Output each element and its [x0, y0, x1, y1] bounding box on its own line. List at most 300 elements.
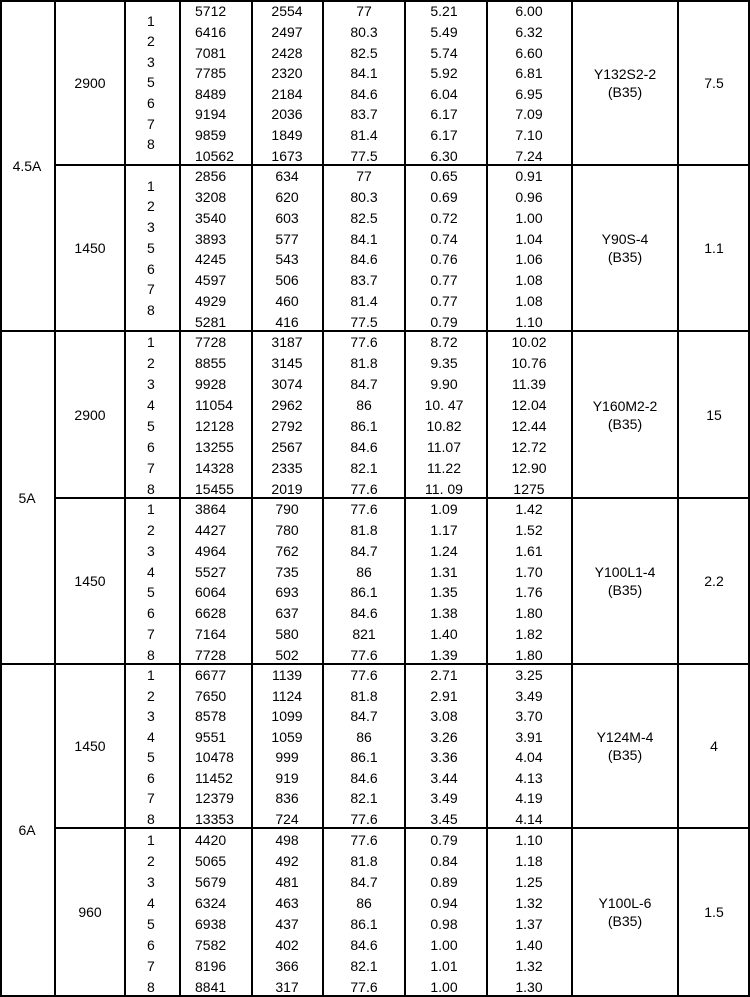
cell-value: 77.6 — [350, 480, 378, 497]
cell-value: 437 — [275, 915, 299, 932]
cell-value: 10.02 — [511, 334, 547, 351]
point-index: 5 — [147, 584, 155, 601]
cell-value: 3.08 — [430, 708, 458, 725]
cell-value: 919 — [275, 769, 299, 786]
cell-value: 1.35 — [430, 584, 458, 601]
cell-value: 13255 — [195, 438, 234, 455]
cell-value: 12.72 — [511, 438, 547, 455]
pump-model-label: 5A — [18, 489, 36, 506]
cell-value: 8578 — [195, 708, 227, 725]
motor-mount: (B35) — [607, 582, 643, 598]
cell-value: 9194 — [195, 106, 227, 123]
cell-value: 0.79 — [430, 313, 458, 330]
cell-value: 8.72 — [430, 334, 458, 351]
motor-mount: (B35) — [607, 249, 643, 265]
cell-value: 460 — [275, 292, 299, 309]
point-index: 2 — [147, 522, 155, 539]
speed-divider — [55, 497, 750, 499]
cell-value: 4597 — [195, 272, 227, 289]
cell-value: 481 — [275, 873, 299, 890]
cell-value: 77.6 — [350, 501, 378, 518]
cell-value: 1.38 — [430, 605, 458, 622]
point-index: 2 — [147, 198, 155, 215]
cell-value: 1.37 — [515, 915, 543, 932]
cell-value: 82.1 — [350, 790, 378, 807]
cell-value: 0.72 — [430, 209, 458, 226]
cell-value: 82.1 — [350, 957, 378, 974]
cell-value: 84.7 — [350, 708, 378, 725]
cell-value: 492 — [275, 852, 299, 869]
cell-value: 7728 — [195, 334, 227, 351]
cell-value: 620 — [275, 189, 299, 206]
cell-value: 1.82 — [515, 625, 543, 642]
point-index: 5 — [147, 915, 155, 932]
cell-value: 86.1 — [350, 749, 378, 766]
cell-value: 317 — [275, 978, 299, 995]
cell-value: 1059 — [271, 728, 303, 745]
cell-value: 0.77 — [430, 292, 458, 309]
cell-value: 7785 — [195, 65, 227, 82]
cell-value: 1.76 — [515, 584, 543, 601]
cell-value: 6.81 — [515, 65, 543, 82]
cell-value: 2428 — [271, 44, 303, 61]
cell-value: 4964 — [195, 542, 227, 559]
speed-rpm: 2900 — [74, 406, 106, 423]
point-index: 6 — [147, 260, 155, 277]
cell-value: 3208 — [195, 189, 227, 206]
cell-value: 1.10 — [515, 831, 543, 848]
cell-value: 4420 — [195, 831, 227, 848]
cell-value: 7728 — [195, 646, 227, 663]
cell-value: 2567 — [271, 438, 303, 455]
cell-value: 0.91 — [515, 168, 543, 185]
cell-value: 77.6 — [350, 810, 378, 827]
cell-value: 6.60 — [515, 44, 543, 61]
cell-value: 735 — [275, 563, 299, 580]
motor-power: 7.5 — [704, 74, 724, 91]
cell-value: 502 — [275, 646, 299, 663]
cell-value: 6.30 — [430, 147, 458, 164]
cell-value: 1.52 — [515, 522, 543, 539]
cell-value: 15455 — [195, 480, 234, 497]
cell-value: 82.5 — [350, 209, 378, 226]
cell-value: 10. 47 — [424, 397, 464, 414]
cell-value: 10.82 — [426, 417, 462, 434]
cell-value: 84.6 — [350, 438, 378, 455]
cell-value: 693 — [275, 584, 299, 601]
cell-value: 1849 — [271, 127, 303, 144]
cell-value: 637 — [275, 605, 299, 622]
motor-type: Y132S2-2 — [593, 65, 657, 82]
group-divider — [0, 663, 750, 665]
cell-value: 5679 — [195, 873, 227, 890]
cell-value: 1.09 — [430, 501, 458, 518]
cell-value: 762 — [275, 542, 299, 559]
cell-value: 2019 — [271, 480, 303, 497]
cell-value: 2335 — [271, 459, 303, 476]
motor-type: Y100L1-4 — [594, 564, 656, 580]
cell-value: 77.6 — [350, 831, 378, 848]
cell-value: 4245 — [195, 251, 227, 268]
cell-value: 3.36 — [430, 749, 458, 766]
cell-value: 3187 — [271, 334, 303, 351]
cell-value: 1.80 — [515, 646, 543, 663]
cell-value: 6064 — [195, 584, 227, 601]
cell-value: 0.65 — [430, 168, 458, 185]
cell-value: 1673 — [271, 147, 303, 164]
cell-value: 11054 — [195, 397, 233, 414]
cell-value: 77 — [356, 168, 372, 185]
point-index: 5 — [147, 417, 155, 434]
speed-rpm: 1450 — [74, 240, 106, 256]
cell-value: 0.76 — [430, 251, 458, 268]
motor-power: 1.5 — [704, 904, 724, 920]
cell-value: 5065 — [195, 852, 227, 869]
cell-value: 9.35 — [430, 355, 458, 372]
cell-value: 80.3 — [350, 23, 378, 40]
cell-value: 1.31 — [430, 563, 458, 580]
point-index: 6 — [147, 769, 155, 786]
cell-value: 84.6 — [350, 605, 378, 622]
cell-value: 3893 — [195, 230, 227, 247]
cell-value: 366 — [275, 957, 299, 974]
cell-value: 1.01 — [430, 957, 458, 974]
motor-type: Y160M2-2 — [592, 397, 658, 414]
cell-value: 84.1 — [350, 65, 378, 82]
group-divider — [0, 330, 750, 332]
point-index: 7 — [147, 459, 155, 476]
cell-value: 84.6 — [350, 85, 378, 102]
cell-value: 1124 — [271, 687, 303, 704]
cell-value: 2036 — [271, 106, 303, 123]
cell-value: 603 — [275, 209, 299, 226]
point-index: 1 — [147, 177, 155, 194]
cell-value: 577 — [275, 230, 299, 247]
cell-value: 3540 — [195, 209, 227, 226]
cell-value: 2.71 — [430, 667, 458, 684]
cell-value: 1.06 — [515, 251, 543, 268]
point-index: 7 — [147, 281, 155, 298]
cell-value: 10562 — [195, 147, 234, 164]
cell-value: 3.70 — [515, 708, 543, 725]
cell-value: 2497 — [271, 23, 303, 40]
cell-value: 1.80 — [515, 605, 543, 622]
point-index: 8 — [147, 480, 155, 497]
cell-value: 4.04 — [515, 749, 543, 766]
cell-value: 3.45 — [430, 810, 458, 827]
point-index: 8 — [147, 302, 155, 319]
cell-value: 84.6 — [350, 936, 378, 953]
cell-value: 1.24 — [430, 542, 458, 559]
cell-value: 83.7 — [350, 272, 378, 289]
point-index: 6 — [147, 605, 155, 622]
cell-value: 790 — [275, 501, 299, 518]
cell-value: 1.40 — [515, 936, 543, 953]
cell-value: 506 — [275, 272, 299, 289]
cell-value: 77.6 — [350, 334, 378, 351]
cell-value: 2184 — [271, 85, 303, 102]
point-index: 4 — [147, 563, 155, 580]
cell-value: 3074 — [271, 376, 303, 393]
cell-value: 0.79 — [430, 831, 458, 848]
cell-value: 1.00 — [430, 978, 458, 995]
cell-value: 9859 — [195, 127, 227, 144]
point-index: 2 — [147, 687, 155, 704]
cell-value: 8489 — [195, 85, 227, 102]
cell-value: 634 — [275, 168, 299, 185]
cell-value: 1.32 — [515, 894, 543, 911]
motor-type: Y100L-6 — [598, 895, 652, 911]
point-index: 7 — [147, 115, 155, 132]
cell-value: 6324 — [195, 894, 227, 911]
cell-value: 0.84 — [430, 852, 458, 869]
point-index: 4 — [147, 397, 155, 414]
cell-value: 5281 — [195, 313, 227, 330]
cell-value: 9.90 — [430, 376, 458, 393]
cell-value: 81.8 — [350, 522, 378, 539]
cell-value: 84.6 — [350, 251, 378, 268]
cell-value: 6.32 — [515, 23, 543, 40]
point-index: 4 — [147, 728, 155, 745]
point-index: 1 — [147, 334, 155, 351]
point-index: 7 — [147, 625, 155, 642]
point-index: 1 — [147, 12, 155, 29]
cell-value: 498 — [275, 831, 299, 848]
cell-value: 8196 — [195, 957, 227, 974]
cell-value: 6628 — [195, 605, 227, 622]
cell-value: 12.04 — [511, 397, 547, 414]
cell-value: 3.91 — [515, 728, 543, 745]
cell-value: 6.17 — [430, 106, 458, 123]
cell-value: 580 — [275, 625, 299, 642]
cell-value: 86.1 — [350, 915, 378, 932]
cell-value: 1.08 — [515, 272, 543, 289]
point-index: 8 — [147, 978, 155, 995]
cell-value: 84.7 — [350, 376, 378, 393]
cell-value: 82.1 — [350, 459, 378, 476]
speed-rpm: 1450 — [74, 738, 106, 754]
cell-value: 11.07 — [427, 438, 461, 455]
point-index: 8 — [147, 136, 155, 153]
point-index: 6 — [147, 438, 155, 455]
motor-mount: (B35) — [607, 415, 643, 432]
point-index: 5 — [147, 749, 155, 766]
point-index: 2 — [147, 355, 155, 372]
cell-value: 77.5 — [350, 147, 378, 164]
speed-rpm: 1450 — [74, 573, 106, 589]
motor-mount: (B35) — [607, 913, 643, 929]
cell-value: 6.95 — [515, 85, 543, 102]
cell-value: 543 — [275, 251, 299, 268]
speed-rpm: 2900 — [74, 74, 106, 91]
cell-value: 84.7 — [350, 873, 378, 890]
point-index: 1 — [147, 501, 155, 518]
cell-value: 7081 — [195, 44, 227, 61]
cell-value: 0.94 — [430, 894, 458, 911]
point-index: 3 — [147, 219, 155, 236]
cell-value: 86 — [356, 894, 372, 911]
cell-value: 0.69 — [430, 189, 458, 206]
cell-value: 1.30 — [515, 978, 543, 995]
cell-value: 5527 — [195, 563, 227, 580]
cell-value: 86 — [356, 397, 372, 414]
cell-value: 7.10 — [515, 127, 543, 144]
cell-value: 1.32 — [515, 957, 543, 974]
speed-rpm: 960 — [78, 904, 102, 920]
cell-value: 1.08 — [515, 292, 543, 309]
cell-value: 77.6 — [350, 978, 378, 995]
cell-value: 1275 — [513, 480, 545, 497]
cell-value: 6.04 — [430, 85, 458, 102]
cell-value: 13353 — [195, 810, 234, 827]
point-index: 4 — [147, 894, 155, 911]
cell-value: 1.42 — [515, 501, 543, 518]
cell-value: 2.91 — [430, 687, 458, 704]
point-index: 3 — [147, 708, 155, 725]
cell-value: 1.00 — [430, 936, 458, 953]
cell-value: 81.4 — [350, 292, 378, 309]
cell-value: 7650 — [195, 687, 227, 704]
point-index: 5 — [147, 74, 155, 91]
cell-value: 84.6 — [350, 769, 378, 786]
cell-value: 5.21 — [430, 3, 458, 20]
cell-value: 77.6 — [350, 646, 378, 663]
cell-value: 6.00 — [515, 3, 543, 20]
cell-value: 3.26 — [430, 728, 458, 745]
pump-model-label: 6A — [18, 822, 36, 838]
cell-value: 1.00 — [515, 209, 543, 226]
cell-value: 416 — [275, 313, 299, 330]
cell-value: 86 — [356, 563, 372, 580]
cell-value: 9551 — [195, 728, 227, 745]
cell-value: 4427 — [195, 522, 227, 539]
cell-value: 1.10 — [515, 313, 543, 330]
cell-value: 2320 — [271, 65, 303, 82]
cell-value: 86.1 — [350, 417, 378, 434]
cell-value: 5.92 — [430, 65, 458, 82]
cell-value: 463 — [275, 894, 299, 911]
motor-type: Y90S-4 — [601, 231, 649, 247]
point-index: 6 — [147, 936, 155, 953]
cell-value: 77.6 — [350, 667, 378, 684]
cell-value: 724 — [275, 810, 299, 827]
point-index: 3 — [147, 542, 155, 559]
cell-value: 2792 — [271, 417, 303, 434]
point-index: 6 — [147, 95, 155, 112]
cell-value: 8841 — [195, 978, 227, 995]
cell-value: 0.89 — [430, 873, 458, 890]
point-index: 8 — [147, 810, 155, 827]
cell-value: 1.18 — [515, 852, 543, 869]
cell-value: 3.49 — [515, 687, 543, 704]
cell-value: 402 — [275, 936, 299, 953]
cell-value: 5.74 — [430, 44, 458, 61]
cell-value: 999 — [275, 749, 299, 766]
motor-power: 1.1 — [704, 240, 724, 256]
cell-value: 12.90 — [511, 459, 547, 476]
cell-value: 8855 — [195, 355, 227, 372]
cell-value: 1.39 — [430, 646, 458, 663]
cell-value: 81.4 — [350, 127, 378, 144]
cell-value: 4.19 — [515, 790, 543, 807]
point-index: 8 — [147, 646, 155, 663]
cell-value: 0.98 — [430, 915, 458, 932]
point-index: 5 — [147, 239, 155, 256]
cell-value: 7164 — [195, 625, 227, 642]
cell-value: 1.17 — [430, 522, 458, 539]
cell-value: 3145 — [271, 355, 303, 372]
cell-value: 821 — [352, 625, 376, 642]
cell-value: 86 — [356, 728, 372, 745]
speed-divider — [55, 164, 750, 166]
speed-divider — [55, 827, 750, 829]
cell-value: 836 — [275, 790, 299, 807]
cell-value: 1.40 — [430, 625, 458, 642]
cell-value: 4.14 — [515, 810, 543, 827]
cell-value: 3864 — [195, 501, 227, 518]
cell-value: 11.39 — [512, 376, 546, 393]
cell-value: 0.77 — [430, 272, 458, 289]
cell-value: 0.96 — [515, 189, 543, 206]
motor-power: 2.2 — [704, 573, 724, 589]
point-index: 7 — [147, 790, 155, 807]
cell-value: 11452 — [195, 769, 233, 786]
cell-value: 6.17 — [430, 127, 458, 144]
cell-value: 11.22 — [427, 459, 461, 476]
cell-value: 6416 — [195, 23, 227, 40]
cell-value: 4929 — [195, 292, 227, 309]
cell-value: 14328 — [195, 459, 234, 476]
cell-value: 2554 — [271, 3, 303, 20]
cell-value: 1.04 — [515, 230, 543, 247]
table-border-top — [0, 0, 750, 2]
cell-value: 1139 — [271, 667, 303, 684]
cell-value: 5.49 — [430, 23, 458, 40]
cell-value: 6938 — [195, 915, 227, 932]
cell-value: 7582 — [195, 936, 227, 953]
cell-value: 84.1 — [350, 230, 378, 247]
cell-value: 5712 — [195, 3, 227, 20]
cell-value: 1.70 — [515, 563, 543, 580]
point-index: 2 — [147, 852, 155, 869]
cell-value: 81.8 — [350, 852, 378, 869]
cell-value: 7.24 — [515, 147, 543, 164]
cell-value: 12128 — [195, 417, 234, 434]
point-index: 3 — [147, 873, 155, 890]
cell-value: 12.44 — [511, 417, 547, 434]
cell-value: 3.25 — [515, 667, 543, 684]
cell-value: 9928 — [195, 376, 227, 393]
cell-value: 2962 — [271, 397, 303, 414]
cell-value: 11. 09 — [425, 480, 463, 497]
motor-power: 4 — [710, 738, 718, 754]
cell-value: 780 — [275, 522, 299, 539]
cell-value: 1099 — [271, 708, 303, 725]
cell-value: 12379 — [195, 790, 234, 807]
motor-mount: (B35) — [607, 747, 643, 763]
point-index: 1 — [147, 831, 155, 848]
cell-value: 6677 — [195, 667, 227, 684]
cell-value: 84.7 — [350, 542, 378, 559]
cell-value: 86.1 — [350, 584, 378, 601]
cell-value: 7.09 — [515, 106, 543, 123]
point-index: 3 — [147, 53, 155, 70]
motor-type: Y124M-4 — [596, 729, 654, 745]
cell-value: 80.3 — [350, 189, 378, 206]
point-index: 7 — [147, 957, 155, 974]
point-index: 3 — [147, 376, 155, 393]
cell-value: 0.74 — [430, 230, 458, 247]
